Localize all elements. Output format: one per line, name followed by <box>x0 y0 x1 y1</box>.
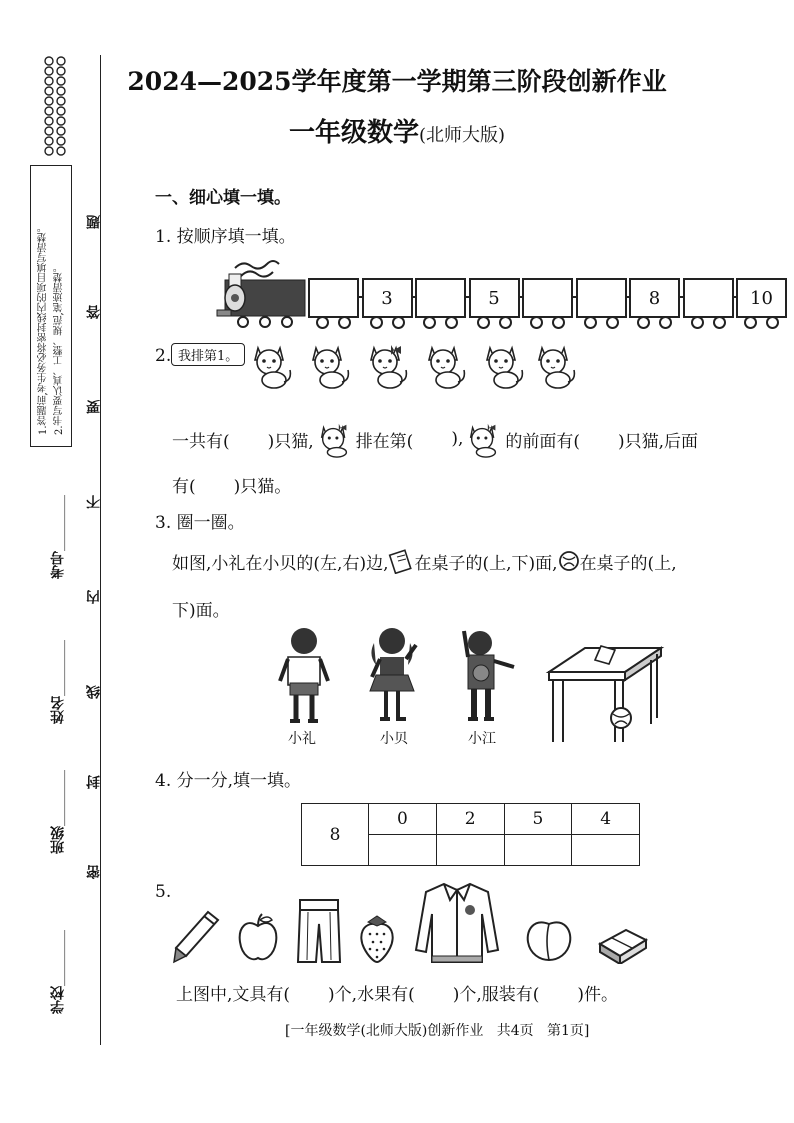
part-cell: 0 <box>369 804 437 835</box>
part-cell: 4 <box>572 804 640 835</box>
child-xiaoli-icon <box>272 625 336 725</box>
cat-icon <box>482 342 526 390</box>
q2-number: 2. <box>155 346 172 366</box>
page-footer: [一年级数学(北师大版)创新作业 共4页 第1页] <box>285 1023 590 1039</box>
bow-cat-icon <box>465 420 503 458</box>
train-wheel <box>423 316 436 329</box>
train-car <box>469 278 520 318</box>
seal-word: 不 <box>86 495 102 509</box>
cat-icon <box>308 342 352 390</box>
edition-label: (北师大版) <box>418 125 506 146</box>
train-wheel <box>499 316 512 329</box>
page-title: 2024—2025学年度第一学期第三阶段创新作业 <box>127 67 667 96</box>
notice-line-1: 1.答题前,考生务必将密封线内的项目填写清楚。 <box>38 222 49 435</box>
train-car[interactable] <box>522 278 573 318</box>
answer-cell[interactable] <box>369 835 437 866</box>
answer-cell[interactable] <box>504 835 572 866</box>
answer-cell[interactable] <box>436 835 504 866</box>
seal-word: 答 <box>86 305 102 319</box>
q5-number: 5. <box>155 882 172 902</box>
q2-line-2: 有( )只猫。 <box>172 477 292 497</box>
pencil-icon <box>172 908 222 964</box>
cat-icon <box>250 342 294 390</box>
train-wheel <box>370 316 383 329</box>
child-name-xiaoli: 小礼 <box>288 731 316 747</box>
train-wheel <box>659 316 672 329</box>
seal-word: 内 <box>86 590 102 604</box>
peach-icon <box>524 916 574 962</box>
speech-bubble-text: 我排第1。 <box>178 349 239 364</box>
q1-prompt: 1. 按顺序填一填。 <box>155 227 296 247</box>
train-car-number: 10 <box>750 287 773 309</box>
field-name[interactable]: 姓名________ <box>50 640 66 724</box>
train-wheel <box>744 316 757 329</box>
child-xiaobei-icon <box>362 625 426 725</box>
seal-word: 密 <box>86 865 102 879</box>
part-cell: 5 <box>504 804 572 835</box>
field-class[interactable]: 班级________ <box>50 770 66 854</box>
bow-cat-icon <box>366 342 410 390</box>
train-car <box>736 278 787 318</box>
train-wheel <box>606 316 619 329</box>
train-locomotive-icon <box>215 250 307 328</box>
train-wheel <box>316 316 329 329</box>
train-wheel <box>445 316 458 329</box>
cat-icon <box>424 342 468 390</box>
train-wheel <box>338 316 351 329</box>
train-wheel <box>552 316 565 329</box>
decomposition-table <box>301 803 640 866</box>
q3-line-2: 下)面。 <box>172 601 230 621</box>
train-wheel <box>392 316 405 329</box>
eraser-icon <box>596 924 650 964</box>
train-wheel <box>691 316 704 329</box>
field-school[interactable]: 学校________ <box>50 930 66 1014</box>
q2-line-1: 一共有( )只猫, 排在第( ), 的前面有( )只猫,后面 <box>172 420 698 458</box>
train-car-number: 3 <box>381 287 393 309</box>
notice-line-2: 2.书写要认真、工整、规范,笔迹清楚。 <box>54 262 65 435</box>
desk-icon <box>545 640 665 750</box>
section-heading: 一、细心填一填。 <box>155 188 291 208</box>
child-name-xiaobei: 小贝 <box>380 731 408 747</box>
child-xiaojiang-icon <box>452 625 522 725</box>
train-wheel <box>713 316 726 329</box>
train-wheel <box>477 316 490 329</box>
seal-word: 线 <box>86 685 102 699</box>
strawberry-icon <box>356 912 398 964</box>
q3-prompt: 3. 圈一圈。 <box>155 513 245 533</box>
total-cell: 8 <box>302 804 369 866</box>
train-car <box>362 278 413 318</box>
seal-word: 要 <box>86 400 102 414</box>
train-car-number: 8 <box>648 287 661 309</box>
seal-word: 题 <box>86 215 102 229</box>
seal-line <box>100 55 101 1045</box>
train-wheel <box>766 316 779 329</box>
train-wheel <box>530 316 543 329</box>
apple-icon <box>236 912 280 964</box>
bow-cat-icon <box>316 420 354 458</box>
part-cell: 2 <box>436 804 504 835</box>
trousers-icon <box>296 898 342 964</box>
train-wheel <box>584 316 597 329</box>
child-name-xiaojiang: 小江 <box>468 731 496 747</box>
binding-margin <box>0 0 110 1123</box>
answer-cell[interactable] <box>572 835 640 866</box>
seal-word: 封 <box>86 775 102 789</box>
speech-bubble <box>171 343 245 366</box>
train-car[interactable] <box>308 278 359 318</box>
train-wheel <box>637 316 650 329</box>
jacket-icon <box>414 880 500 964</box>
book-icon <box>388 548 414 574</box>
train-car[interactable] <box>415 278 466 318</box>
train-car[interactable] <box>576 278 627 318</box>
train-car[interactable] <box>683 278 734 318</box>
q5-line: 上图中,文具有( )个,水果有( )个,服装有( )件。 <box>176 985 619 1005</box>
field-exam-number[interactable]: 考号________ <box>50 495 66 579</box>
q4-prompt: 4. 分一分,填一填。 <box>155 771 302 791</box>
train-car <box>629 278 680 318</box>
cat-icon <box>534 342 578 390</box>
ball-icon <box>558 550 580 572</box>
train-car-number: 5 <box>488 287 500 309</box>
subject-title: 一年级数学(北师大版) <box>288 118 506 148</box>
q3-line-1: 如图,小礼在小贝的(左,右)边, 在桌子的(上,下)面, 在桌子的(上, <box>172 548 677 574</box>
